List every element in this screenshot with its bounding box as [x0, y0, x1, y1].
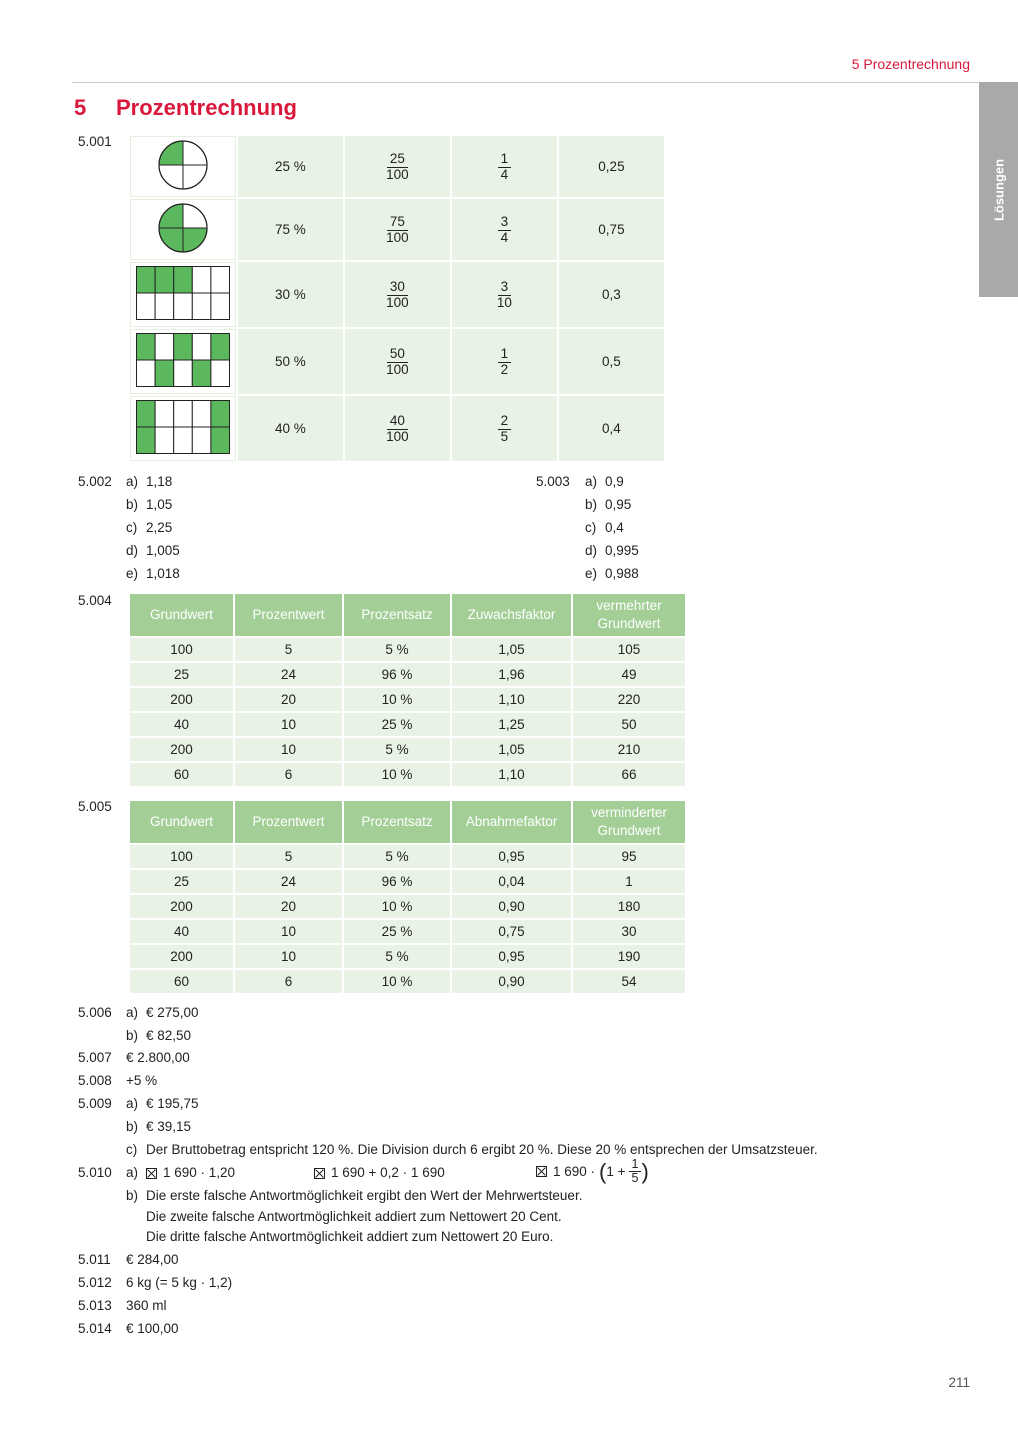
answer-line [126, 1096, 199, 1111]
fraction [498, 347, 512, 376]
exercise-number: 5.010 [78, 1165, 112, 1180]
table-cell: 10 % [344, 895, 450, 918]
fraction [383, 215, 412, 244]
answer-value: 360 ml [126, 1298, 167, 1313]
exercise-number: 5.002 [78, 474, 112, 489]
answer-line [126, 474, 172, 489]
answer-line [126, 1119, 191, 1134]
denominator: 2 [500, 361, 509, 377]
fraction [629, 1158, 642, 1185]
chapter-number: 5 [74, 95, 87, 120]
side-tab[interactable] [979, 82, 1018, 297]
option-text: 1 690 · 1,20 [163, 1165, 236, 1180]
chapter-title [74, 95, 297, 121]
grid-cell [211, 334, 230, 361]
table-cell: 1,10 [452, 688, 571, 711]
numerator: 1 [498, 152, 512, 167]
answer-line [126, 1005, 199, 1020]
table-cell: 30 [573, 920, 685, 943]
denominator: 10 [496, 294, 512, 310]
table-cell: 40 [130, 920, 233, 943]
column-header: Prozentsatz [344, 594, 450, 636]
table-cell: 25 [130, 663, 233, 686]
fraction [383, 152, 412, 181]
answer-value: 1,005 [146, 543, 180, 558]
table-cell: 5 % [344, 845, 450, 868]
grid-cell [174, 267, 193, 294]
option-text: 1 + [606, 1164, 626, 1180]
answer-line [126, 1142, 818, 1157]
table-cell: 25 % [344, 920, 450, 943]
decimal-cell: 0,3 [559, 262, 664, 327]
table-cell: 105 [573, 638, 685, 661]
denominator: 100 [386, 229, 409, 245]
answer-value: 1,18 [146, 474, 173, 489]
grid-cell [174, 401, 193, 428]
answer-value: Die zweite falsche Antwortmöglichkeit addiert zum Nettowert 20 Cent. [146, 1209, 562, 1224]
exercise-number: 5.012 [78, 1275, 112, 1290]
answer-value: € 100,00 [126, 1321, 179, 1336]
table-cell: 60 [130, 763, 233, 786]
column-header: Grundwert [130, 801, 233, 843]
answer-label: e) [126, 566, 139, 581]
answer-value: 0,95 [605, 497, 632, 512]
answer-label: a) [126, 1096, 139, 1111]
answer-value: € 284,00 [126, 1252, 179, 1267]
percent-cell: 50 % [238, 329, 343, 394]
answer-label: d) [585, 543, 598, 558]
crossed-checkbox-icon [536, 1166, 547, 1177]
table-cell: 25 [130, 870, 233, 893]
table-row [130, 920, 685, 943]
option-text: 1 690 + 0,2 · 1 690 [331, 1165, 445, 1180]
answer-value: 0,995 [605, 543, 639, 558]
table-cell: 0,04 [452, 870, 571, 893]
answer-label: a) [585, 474, 598, 489]
grid-cell [192, 427, 211, 454]
exercise-number: 5.014 [78, 1321, 112, 1336]
numerator: 1 [498, 347, 512, 362]
answer-label: b) [126, 1028, 139, 1043]
numerator: 30 [387, 280, 408, 295]
open-paren: ( [599, 1158, 607, 1184]
numerator: 3 [498, 215, 512, 230]
grid-cell [155, 334, 174, 361]
grid-cell [174, 360, 193, 387]
answer-value: +5 % [126, 1073, 158, 1088]
fraction [383, 347, 412, 376]
increase-table [128, 592, 687, 788]
reduced-fraction-cell [452, 262, 557, 327]
reduced-fraction-cell [452, 396, 557, 461]
grid-cell [155, 267, 174, 294]
fraction [498, 414, 512, 443]
fraction-diagram-cell [130, 136, 236, 197]
answer-label: d) [126, 543, 139, 558]
answer-label: c) [585, 520, 597, 535]
table-cell: 0,95 [452, 845, 571, 868]
fraction-circle [157, 139, 209, 191]
hundredths-fraction-cell [345, 136, 450, 197]
grid-cell [192, 334, 211, 361]
table-cell: 100 [130, 845, 233, 868]
answer-line [126, 566, 180, 581]
exercise-number: 5.013 [78, 1298, 112, 1313]
answer-line [585, 543, 639, 558]
grid-cell [211, 401, 230, 428]
answer-line [126, 543, 180, 558]
answer-label: e) [585, 566, 598, 581]
answer-label: b) [126, 1188, 139, 1203]
table-cell: 49 [573, 663, 685, 686]
answer-label: a) [126, 474, 139, 489]
exercise-number: 5.001 [78, 134, 112, 149]
fraction [498, 152, 512, 181]
table-cell: 0,90 [452, 895, 571, 918]
running-header: 5 Prozentrechnung [851, 56, 970, 72]
column-header: Zuwachsfaktor [452, 594, 571, 636]
table-cell: 200 [130, 945, 233, 968]
table-cell: 1,25 [452, 713, 571, 736]
option-2 [314, 1165, 445, 1180]
answer-value: 2,25 [146, 520, 173, 535]
table-cell: 1,05 [452, 738, 571, 761]
grid-cell [155, 293, 174, 320]
page-number: 211 [948, 1375, 970, 1390]
fraction-diagram-cell [130, 262, 236, 327]
hundredths-fraction-cell [345, 199, 450, 260]
table-row [130, 663, 685, 686]
decimal-cell: 0,75 [559, 199, 664, 260]
answer-value: Die dritte falsche Antwortmöglichkeit addiert zum Nettowert 20 Euro. [146, 1229, 554, 1244]
table-cell: 0,95 [452, 945, 571, 968]
answer-label: b) [126, 1119, 139, 1134]
grid-cell [192, 267, 211, 294]
exercise-number: 5.011 [78, 1252, 111, 1267]
answer-value: 6 kg (= 5 kg · 1,2) [126, 1275, 233, 1290]
table-cell: 190 [573, 945, 685, 968]
answer-line [126, 1028, 191, 1043]
denominator: 4 [500, 166, 509, 182]
table-cell: 6 [235, 970, 342, 993]
table-row [130, 870, 685, 893]
table-cell: 6 [235, 763, 342, 786]
fraction-diagram-cell [130, 199, 236, 260]
table-row [130, 713, 685, 736]
percent-cell: 30 % [238, 262, 343, 327]
fraction-table [128, 134, 666, 463]
grid-cell [211, 267, 230, 294]
table-cell: 24 [235, 870, 342, 893]
table-cell: 180 [573, 895, 685, 918]
denominator: 4 [500, 229, 509, 245]
chapter-title-text: Prozentrechnung [116, 95, 297, 120]
answer-value: € 39,15 [146, 1119, 192, 1134]
answer-value: € 195,75 [146, 1096, 199, 1111]
table-cell: 0,90 [452, 970, 571, 993]
decimal-cell: 0,25 [559, 136, 664, 197]
table-cell: 100 [130, 638, 233, 661]
answer-line [585, 520, 624, 535]
fraction-grid [135, 399, 231, 455]
exercise-number: 5.003 [536, 474, 570, 489]
reduced-fraction-cell [452, 199, 557, 260]
answer-line [585, 474, 624, 489]
grid-cell [136, 267, 155, 294]
table-cell: 50 [573, 713, 685, 736]
fraction [383, 280, 412, 309]
grid-cell [155, 401, 174, 428]
table-cell: 54 [573, 970, 685, 993]
table-cell: 20 [235, 895, 342, 918]
table-row [130, 845, 685, 868]
answer-label: a) [126, 1005, 139, 1020]
table-cell: 10 [235, 713, 342, 736]
table-row [130, 638, 685, 661]
answer-line [126, 520, 172, 535]
table-row [130, 895, 685, 918]
exercise-number: 5.009 [78, 1096, 112, 1111]
grid-cell [136, 293, 155, 320]
fraction-grid [135, 265, 231, 321]
table-cell: 96 % [344, 663, 450, 686]
reduced-fraction-cell [452, 136, 557, 197]
grid-cell [174, 427, 193, 454]
fraction-row [130, 199, 664, 260]
fraction [494, 280, 515, 309]
answer-label: c) [126, 520, 138, 535]
close-paren: ) [641, 1158, 649, 1184]
column-header: Grundwert [130, 594, 233, 636]
table-cell: 10 [235, 920, 342, 943]
hundredths-fraction-cell [345, 262, 450, 327]
exercise-number: 5.008 [78, 1073, 112, 1088]
percent-cell: 40 % [238, 396, 343, 461]
table-cell: 10 % [344, 763, 450, 786]
table-cell: 40 [130, 713, 233, 736]
fraction-diagram-cell [130, 396, 236, 461]
table-cell: 1,10 [452, 763, 571, 786]
grid-cell [192, 401, 211, 428]
answer-value: 0,988 [605, 566, 639, 581]
fraction [498, 215, 512, 244]
table-row [130, 738, 685, 761]
hundredths-fraction-cell [345, 396, 450, 461]
table-cell: 96 % [344, 870, 450, 893]
column-header: vermehrter Grundwert [573, 594, 685, 636]
table-row [130, 688, 685, 711]
grid-cell [136, 427, 155, 454]
answer-value: € 275,00 [146, 1005, 199, 1020]
answer-label: b) [126, 497, 139, 512]
reduced-fraction-cell [452, 329, 557, 394]
table-cell: 5 % [344, 945, 450, 968]
table-cell: 5 % [344, 738, 450, 761]
answer-label: a) [126, 1165, 139, 1180]
grid-cell [211, 360, 230, 387]
table-row [130, 763, 685, 786]
fraction-row [130, 262, 664, 327]
exercise-number: 5.004 [78, 593, 112, 608]
table-cell: 24 [235, 663, 342, 686]
grid-cell [211, 293, 230, 320]
table-cell: 25 % [344, 713, 450, 736]
table-cell: 20 [235, 688, 342, 711]
answer-line [585, 497, 631, 512]
denominator: 5 [500, 428, 509, 444]
denominator: 100 [386, 361, 409, 377]
grid-cell [136, 334, 155, 361]
option-3 [536, 1158, 649, 1185]
table-cell: 5 % [344, 638, 450, 661]
fraction-diagram-cell [130, 329, 236, 394]
table-row [130, 945, 685, 968]
numerator: 75 [387, 215, 408, 230]
table-cell: 10 [235, 738, 342, 761]
table-cell: 1 [573, 870, 685, 893]
grid-cell [192, 293, 211, 320]
fraction-row [130, 329, 664, 394]
fraction-grid [135, 332, 231, 388]
answer-line [126, 497, 172, 512]
table-cell: 5 [235, 845, 342, 868]
hundredths-fraction-cell [345, 329, 450, 394]
answer-value: 1,018 [146, 566, 180, 581]
table-cell: 200 [130, 688, 233, 711]
table-cell: 200 [130, 738, 233, 761]
column-header: Prozentwert [235, 801, 342, 843]
grid-cell [174, 293, 193, 320]
column-header: Prozentsatz [344, 801, 450, 843]
numerator: 50 [387, 347, 408, 362]
table-cell: 0,75 [452, 920, 571, 943]
table-cell: 95 [573, 845, 685, 868]
crossed-checkbox-icon [314, 1168, 325, 1179]
decrease-table [128, 799, 687, 995]
fraction [383, 414, 412, 443]
column-header: verminderter Grundwert [573, 801, 685, 843]
header-rule [72, 82, 978, 83]
table-cell: 5 [235, 638, 342, 661]
answer-value: 0,9 [605, 474, 624, 489]
answer-value: € 82,50 [146, 1028, 192, 1043]
numerator: 3 [498, 280, 512, 295]
grid-cell [174, 334, 193, 361]
table-cell: 210 [573, 738, 685, 761]
numerator: 40 [387, 414, 408, 429]
numerator: 1 [629, 1158, 642, 1172]
exercise-number: 5.005 [78, 799, 112, 814]
table-cell: 220 [573, 688, 685, 711]
exercise-number: 5.006 [78, 1005, 112, 1020]
exercise-number: 5.007 [78, 1050, 112, 1065]
answer-line [585, 566, 639, 581]
answer-value: Die erste falsche Antwortmöglichkeit ergibt den Wert der Mehrwertsteuer. [146, 1188, 583, 1203]
table-cell: 1,05 [452, 638, 571, 661]
numerator: 2 [498, 414, 512, 429]
grid-cell [136, 360, 155, 387]
table-cell: 200 [130, 895, 233, 918]
denominator: 100 [386, 166, 409, 182]
answer-value: 1,05 [146, 497, 173, 512]
table-cell: 10 [235, 945, 342, 968]
denominator: 100 [386, 428, 409, 444]
fraction-row [130, 396, 664, 461]
answer-value: Der Bruttobetrag entspricht 120 %. Die Division durch 6 ergibt 20 %. Diese 20 % entsprechen der Umsatzsteuer. [146, 1142, 818, 1157]
option-1 [146, 1165, 235, 1180]
fraction-row [130, 136, 664, 197]
fraction-circle [157, 202, 209, 254]
percent-cell: 75 % [238, 199, 343, 260]
grid-cell [136, 401, 155, 428]
answer-value: € 2.800,00 [126, 1050, 190, 1065]
percent-cell: 25 % [238, 136, 343, 197]
numerator: 25 [387, 152, 408, 167]
column-header: Abnahmefaktor [452, 801, 571, 843]
decimal-cell: 0,5 [559, 329, 664, 394]
denominator: 100 [386, 294, 409, 310]
column-header: Prozentwert [235, 594, 342, 636]
denominator: 5 [631, 1171, 639, 1186]
table-cell: 60 [130, 970, 233, 993]
table-row [130, 970, 685, 993]
table-cell: 66 [573, 763, 685, 786]
answer-label: c) [126, 1142, 138, 1157]
crossed-checkbox-icon [146, 1168, 157, 1179]
decimal-cell: 0,4 [559, 396, 664, 461]
table-cell: 10 % [344, 970, 450, 993]
side-tab-label: Lösungen [991, 158, 1006, 221]
answer-label: b) [585, 497, 598, 512]
grid-cell [192, 360, 211, 387]
grid-cell [155, 427, 174, 454]
table-cell: 10 % [344, 688, 450, 711]
grid-cell [211, 427, 230, 454]
grid-cell [155, 360, 174, 387]
answer-value: 0,4 [605, 520, 624, 535]
option-text: 1 690 · [553, 1164, 596, 1180]
table-cell: 1,96 [452, 663, 571, 686]
